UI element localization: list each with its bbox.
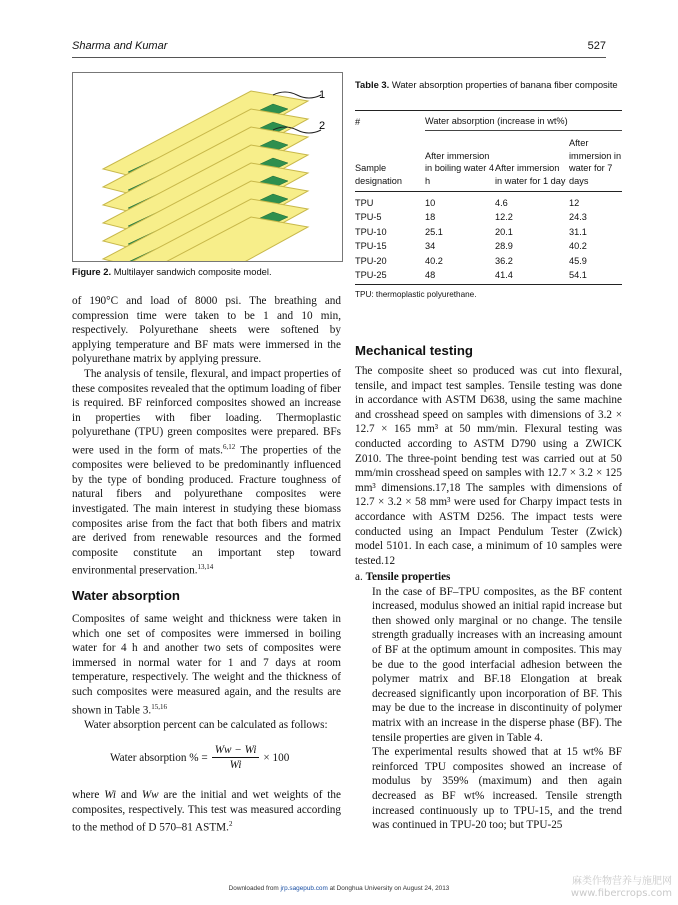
table-cell: 41.4 xyxy=(495,270,513,281)
left-column-where xyxy=(72,788,341,836)
equation-water-absorption xyxy=(110,744,289,771)
right-column-tensile xyxy=(355,570,622,833)
left-column-top xyxy=(72,294,341,579)
table-cell: 45.9 xyxy=(569,255,587,266)
watermark-line-1: 麻类作物营养与施肥网 xyxy=(572,876,672,887)
table-cell: 54.1 xyxy=(569,270,587,281)
paragraph-calculation: Water absorption percent can be calculated as follows: xyxy=(84,718,328,731)
table-cell: TPU-25 xyxy=(355,270,387,281)
table-cell: 40.2 xyxy=(569,241,587,252)
table-row xyxy=(355,239,622,253)
table-cell: 48 xyxy=(425,270,436,281)
table-header-sample: Sample designation xyxy=(355,163,402,186)
equation-lhs: Water absorption % = xyxy=(110,751,208,764)
figure-caption xyxy=(72,266,341,277)
table-cell: TPU-20 xyxy=(355,255,387,266)
footer-link[interactable]: jrp.sagepub.com xyxy=(280,885,328,892)
callout-2-label: 2 xyxy=(319,120,326,132)
table-group-header: Water absorption (increase in wt%) xyxy=(425,111,622,131)
header-rule xyxy=(72,57,606,58)
paragraph-where: where Wi and Ww are the initial and wet weights of the composites, respectively. This test was measured according to the method of D 570–81 ASTM.$^2$ xyxy=(72,789,341,834)
equation-denominator: Wi xyxy=(229,759,242,771)
table-row xyxy=(355,268,622,285)
table-cell: 12.2 xyxy=(495,212,513,223)
heading-mechanical-testing: Mechanical testing xyxy=(355,343,473,358)
table-cell: 4.6 xyxy=(495,198,508,209)
figure-caption-text: Multilayer sandwich composite model. xyxy=(113,266,272,277)
equation-numerator: Ww − Wi xyxy=(212,744,260,758)
left-column-water xyxy=(72,612,341,732)
figure-multilayer-model xyxy=(72,72,343,262)
figure-caption-label: Figure 2. xyxy=(72,266,112,277)
paragraph-analysis: The analysis of tensile, flexural, and impact properties of these composites revealed that the optimum loading of fiber is required. BF reinforced composites showed an increase in properties with fiber loading. Thermoplastic polyurethane (TPU) green composites were prepared. BFs were used in the form of mats.$^{6,12}$ The properties of the composites were believed to be predominantly influenced by the type of bonding produced. Fracture toughness of natural fibers and polyurethane composites were investigated. The main interest in studying these biomass composites arise from the fact that both fibers and matrix are derived from renewable resources and the formed composite constitute an important step toward environmental preservation.$^{13,14}$ xyxy=(72,367,341,578)
paragraph-results: The experimental results showed that at 15 wt% BF reinforced TPU composites showed an increase of modulus by 359% (maximum) and then again decreased as BF wt% increased. Tensile strength increased continuously up to TPU-15, and the trend was continued in TPU-20 too; but TPU-25 xyxy=(372,746,622,832)
subheading-tensile: a. Tensile properties xyxy=(355,571,451,583)
table-water-absorption xyxy=(355,110,622,285)
paragraph-continued: of 190°C and load of 8000 psi. The breathing and compression time were taken to be 1 and 10 min, respectively. Polyurethane sheets were softened by applying temperature and BF mats were immersed in the polyurethane matrix by applying pressure. xyxy=(72,295,341,366)
table-cell: TPU-15 xyxy=(355,241,387,252)
table-cell: 25.1 xyxy=(425,226,443,237)
table-cell: 12 xyxy=(569,198,580,209)
paragraph-mechanical: The composite sheet so produced was cut into flexural, tensile, and impact test samples. Tensile testing was done in accordance with ASTM D638, using the same machine and crosshead speed on samples with dimensions of 3.2 × 12.7 × 165 mm³ at 50 mm/min. Flexural testing was conducted according to ASTM D790 using a ZWICK Z010. The three-point bending test was carried out at 50 mm/min crosshead speed on samples with 12.7 × 3.2 × 125 mm³ dimensions.17,18 The samples with dimensions of 12.7 × 3.2 × 58 mm³ were used for Charpy impact tests in accordance with ASTM D256. The impact tests were conducted using an Impact Pendulum Tester (Zwick) model 5101. In each case, a minimum of 10 samples were tested.12 xyxy=(355,365,622,567)
table-cell: 24.3 xyxy=(569,212,587,223)
table-cell: TPU-5 xyxy=(355,212,382,223)
table-row xyxy=(355,210,622,224)
table-row xyxy=(355,192,622,211)
page-number: 527 xyxy=(587,40,606,52)
table-header-boiling: After immersion in boiling water 4 h xyxy=(425,150,494,186)
table-row xyxy=(355,254,622,268)
table-cell: 18 xyxy=(425,212,436,223)
table-header-1day: After immersion in water for 1 day xyxy=(495,163,566,186)
paragraph-water: Composites of same weight and thickness were taken in which one set of composites were immersed in boiling water for 4 h and another two sets of composites were immersed in normal water for 1 and 7 days at room temperature, respectively. The weight and the thickness of such composites were measured again, and the results are shown in Table 3.$^{15,16}$ xyxy=(72,613,341,717)
watermark-line-2: www.fibercrops.com xyxy=(570,888,672,899)
heading-water-absorption: Water absorption xyxy=(72,588,180,603)
table-cell: 31.1 xyxy=(569,226,587,237)
table-cell: 34 xyxy=(425,241,436,252)
running-header-authors: Sharma and Kumar xyxy=(72,40,168,52)
table-caption xyxy=(355,79,622,91)
equation-fraction xyxy=(212,744,260,771)
sandwich-layers-illustration xyxy=(73,73,342,261)
equation-rhs: × 100 xyxy=(263,751,290,764)
table-caption-text: Water absorption properties of banana fiber composite xyxy=(391,79,618,90)
table-caption-label: Table 3. xyxy=(355,79,390,90)
table-cell: 40.2 xyxy=(425,255,443,266)
table-footnote: TPU: thermoplastic polyurethane. xyxy=(355,290,477,299)
table-cell: 36.2 xyxy=(495,255,513,266)
table-row xyxy=(355,225,622,239)
table-cell: 28.9 xyxy=(495,241,513,252)
watermark xyxy=(571,876,672,900)
table-hash: # xyxy=(355,116,361,127)
table-cell: 10 xyxy=(425,198,436,209)
download-footer: Downloaded from jrp.sagepub.com at Donghua University on August 24, 2013 xyxy=(228,885,450,892)
callout-1-label: 1 xyxy=(319,89,326,101)
paragraph-tensile: In the case of BF–TPU composites, as the BF content increased, modulus showed an initial rapid increase but then showed only marginal or no change. The tensile strength gradually increases with an increasing amount of BF at the optimum amount in composites. This may be due to the good interfacial adhesion between the polymer matrix and BF.18 Elongation at break decreased significantly upon incorporation of BF. This may be due to the increase in discontinuity of polymer matrix with an increase in the disperse phase (BF). The tensile properties are given in Table 4. xyxy=(372,585,622,744)
table-cell: TPU-10 xyxy=(355,226,387,237)
table-cell: TPU xyxy=(355,198,374,209)
right-column-mechanical xyxy=(355,364,622,568)
table-header-7days: After immersion in water for 7 days xyxy=(569,138,622,186)
table-cell: 20.1 xyxy=(495,226,513,237)
